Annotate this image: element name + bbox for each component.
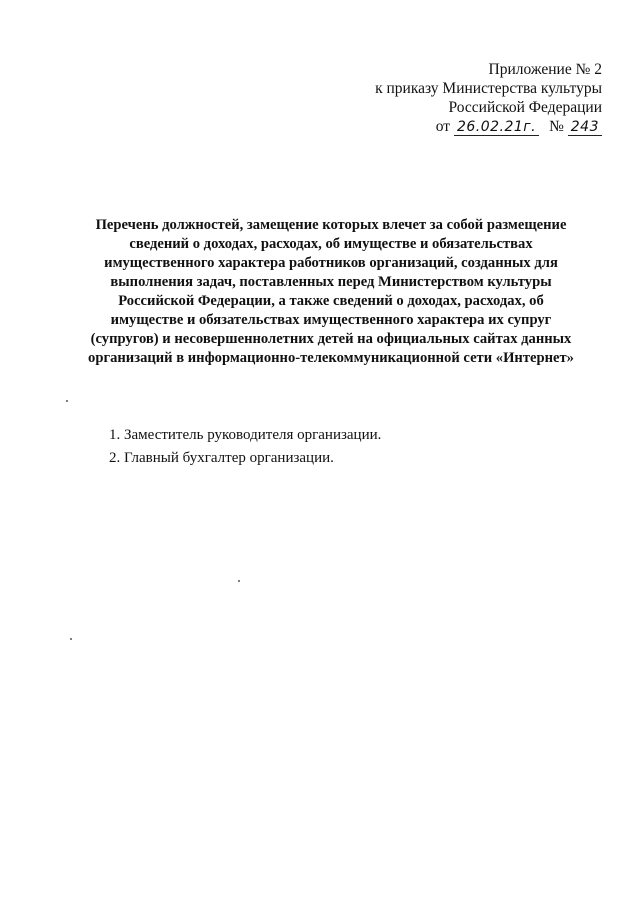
- title-line: сведений о доходах, расходах, об имуществе и обязательствах: [129, 236, 533, 252]
- positions-list: [109, 424, 381, 470]
- number-prefix: №: [549, 118, 564, 135]
- appendix-order-reference: к приказу Министерства культуры: [375, 80, 602, 97]
- title-line: организаций в информационно-телекоммуникационной сети «Интернет»: [88, 350, 574, 366]
- title-line: имущественного характера работников организаций, созданных для: [104, 255, 558, 271]
- handwritten-date: 26.02.21г.: [454, 120, 539, 136]
- title-line: Российской Федерации, а также сведений о доходах, расходах, об: [118, 293, 544, 309]
- scan-speck: [238, 580, 240, 582]
- title-line: (супругов) и несовершеннолетних детей на официальных сайтах данных: [90, 331, 572, 347]
- list-item: 1. Заместитель руководителя организации.: [109, 427, 382, 443]
- title-line: Перечень должностей, замещение которых влечет за собой размещение: [95, 217, 567, 233]
- list-item: 2. Главный бухгалтер организации.: [109, 450, 334, 466]
- appendix-number: Приложение № 2: [488, 61, 602, 78]
- scan-speck: [66, 400, 68, 402]
- appendix-date-line: [375, 117, 602, 136]
- appendix-ministry: Российской Федерации: [448, 99, 602, 116]
- date-prefix: от: [435, 118, 451, 135]
- appendix-header: [375, 60, 602, 136]
- title-line: выполнения задач, поставленных перед Министерством культуры: [110, 274, 552, 290]
- document-title: [46, 216, 616, 368]
- scan-speck: [70, 638, 72, 640]
- title-line: имуществе и обязательствах имущественного характера их супруг: [110, 312, 552, 328]
- handwritten-order-number: 243: [568, 120, 602, 136]
